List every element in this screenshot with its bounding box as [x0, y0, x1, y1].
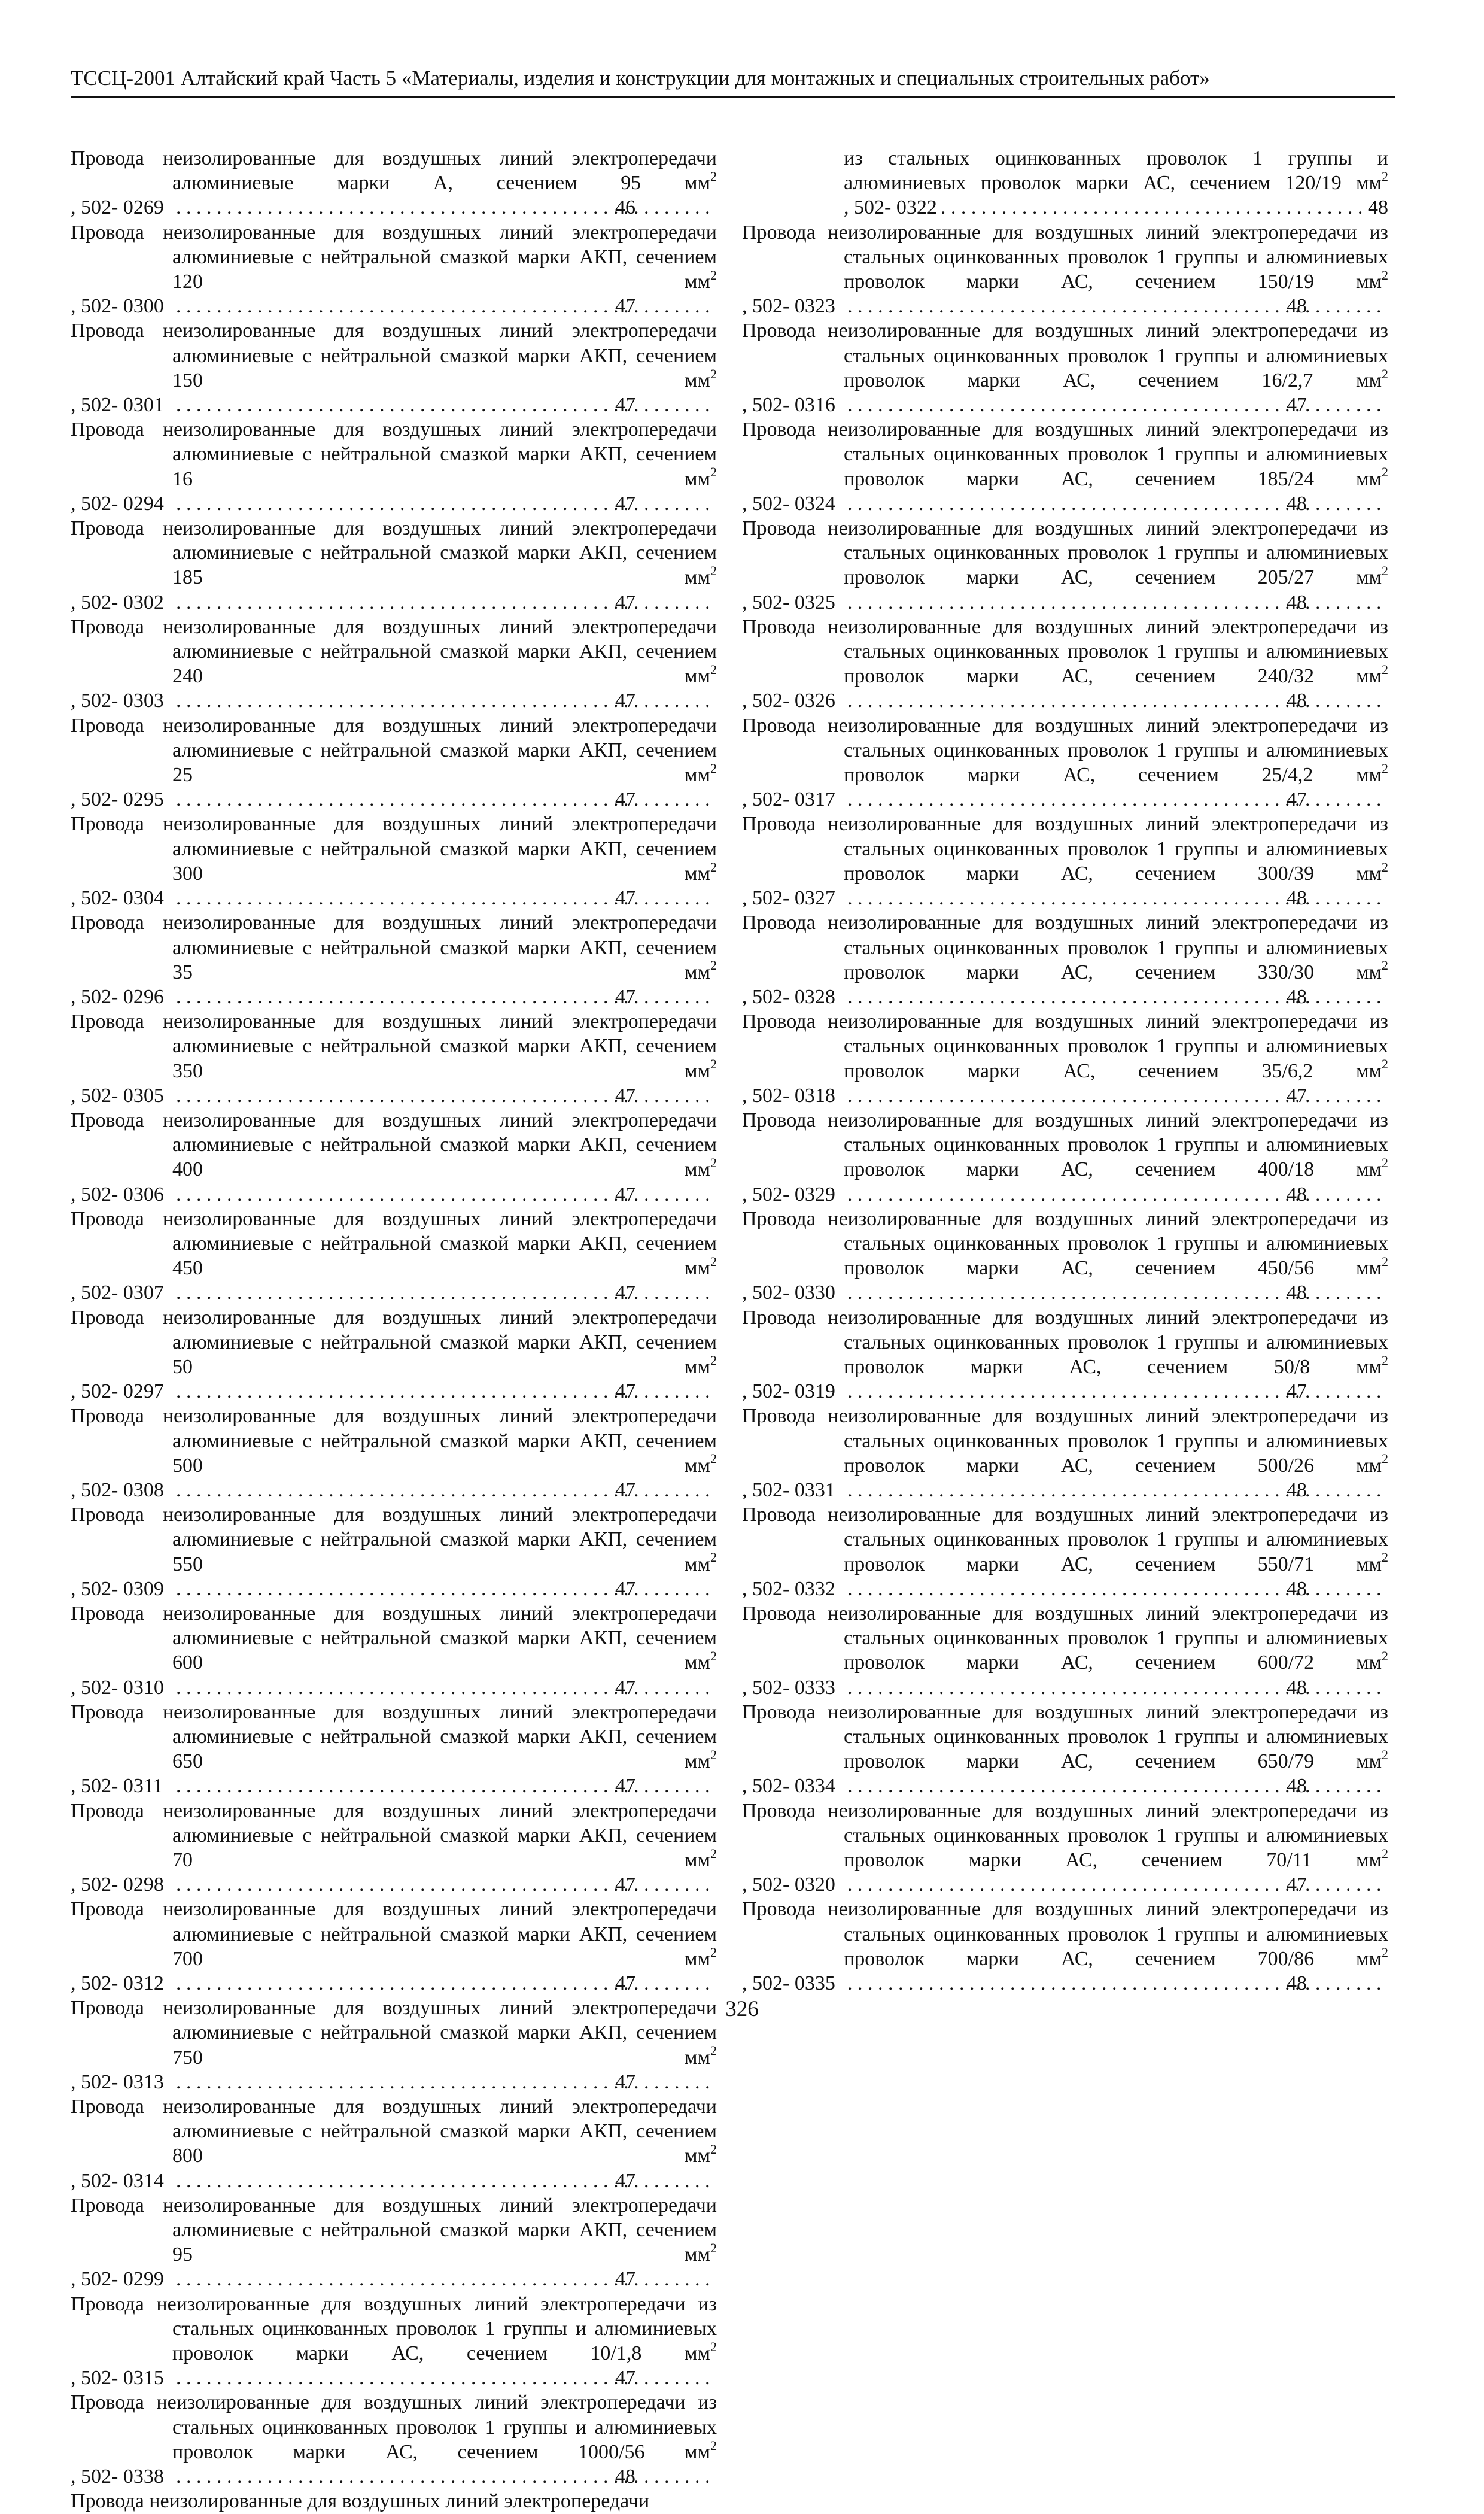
index-entry — [71, 1700, 717, 1799]
entry-text: Провода неизолированные для воздушных линий электропередачи алюминиевые с нейтральной смазкой марки АКП, сечением 350 мм — [71, 1010, 717, 1082]
index-entry — [742, 812, 1388, 910]
superscript: 2 — [710, 1747, 717, 1762]
leader-line: , 502- 0317 . . . 47 — [844, 787, 1388, 812]
leader-line: , 502- 0310 . . . 47 — [172, 1675, 717, 1700]
leader-line: , 502- 0300 . . . 47 — [172, 294, 717, 318]
index-entry — [71, 318, 717, 417]
leader-line: , 502- 0320 . . . 47 — [844, 1872, 1388, 1897]
index-entry — [742, 220, 1388, 319]
superscript: 2 — [1382, 366, 1388, 381]
leader-line: , 502- 0333 . . . 48 — [844, 1675, 1388, 1700]
leader-line: , 502- 0295 . . . 47 — [172, 787, 717, 812]
superscript: 2 — [710, 563, 717, 579]
index-entry — [71, 1897, 717, 1996]
entry-text: Провода неизолированные для воздушных линий электропередачи алюминиевые с нейтральной смазкой марки АКП, сечением 400 мм — [71, 1109, 717, 1181]
index-entry — [71, 2193, 717, 2292]
page-number: 326 — [725, 1997, 759, 2021]
superscript: 2 — [710, 2339, 717, 2354]
superscript: 2 — [1382, 1944, 1388, 1960]
entry-text: Провода неизолированные для воздушных линий электропередачи из стальных оцинкованных проволок 1 группы и алюминиевых проволок марки АС, сечением 650/79 мм — [742, 1701, 1388, 1773]
leader-line — [844, 195, 1388, 220]
index-entry — [742, 713, 1388, 812]
superscript: 2 — [1382, 1648, 1388, 1664]
leader-line: , 502- 0305 . . . 47 — [172, 1083, 717, 1108]
superscript: 2 — [710, 1451, 717, 1466]
index-entry — [71, 2094, 717, 2193]
superscript: 2 — [710, 2043, 717, 2058]
superscript: 2 — [710, 1648, 717, 1664]
leader-line: , 502- 0328 . . . 48 — [844, 985, 1388, 1009]
superscript: 2 — [710, 1155, 717, 1170]
leader-line: , 502- 0301 . . . 47 — [172, 393, 717, 417]
leader-line: , 502- 0334 . . . 48 — [844, 1774, 1388, 1798]
entry-text: Провода неизолированные для воздушных линий электропередачи алюминиевые с нейтральной смазкой марки АКП, сечением 150 мм — [71, 320, 717, 391]
index-entry — [742, 1799, 1388, 1897]
leader-line: , 502- 0306 . . . 47 — [172, 1182, 717, 1207]
entry-text: Провода неизолированные для воздушных линий электропередачи алюминиевые с нейтральной смазкой марки АКП, сечением 95 мм — [71, 2194, 717, 2266]
entry-text: Провода неизолированные для воздушных линий электропередачи алюминиевые марки А, сечением 95 мм — [71, 147, 717, 195]
index-entry — [71, 2390, 717, 2489]
superscript: 2 — [710, 1056, 717, 1072]
leader-line: , 502- 0316 . . . 47 — [844, 393, 1388, 417]
superscript: 2 — [710, 267, 717, 283]
leader-line: , 502- 0312 . . . 47 — [172, 1971, 717, 1996]
index-entry — [742, 318, 1388, 417]
entry-text: Провода неизолированные для воздушных линий электропередачи из стальных оцинкованных проволок 1 группы и алюминиевых проволок марки АС, сечением 500/26 мм — [742, 1405, 1388, 1477]
leader-line: , 502- 0296 . . . 47 — [172, 985, 717, 1009]
entry-text: Провода неизолированные для воздушных линий электропередачи алюминиевые с нейтральной смазкой марки АКП, сечением 16 мм — [71, 418, 717, 490]
index-entry — [742, 615, 1388, 713]
leader-line: , 502- 0319 . . . 47 — [844, 1379, 1388, 1404]
superscript: 2 — [1382, 464, 1388, 480]
leader-line: , 502- 0325 . . . 48 — [844, 590, 1388, 615]
entry-text: Провода неизолированные для воздушных линий электропередачи алюминиевые с нейтральной смазкой марки АКП, сечением 500 мм — [71, 1405, 717, 1477]
superscript: 2 — [1382, 661, 1388, 677]
superscript: 2 — [710, 1550, 717, 1565]
dot-leader — [176, 2267, 713, 2291]
entry-text: Провода неизолированные для воздушных линий электропередачи алюминиевые с нейтральной смазкой марки АКП, сечением 800 мм — [71, 2096, 717, 2167]
superscript: 2 — [1382, 1253, 1388, 1269]
entry-text: Провода неизолированные для воздушных линий электропередачи из стальных оцинкованных проволок 1 группы и алюминиевых проволок марки АС, сечением 700/86 мм — [742, 1898, 1388, 1970]
superscript: 2 — [1382, 958, 1388, 973]
leader-line: , 502- 0314 . . . 47 — [172, 2169, 717, 2193]
entry-text: Провода неизолированные для воздушных линий электропередачи алюминиевые с нейтральной смазкой марки АКП, сечением 50 мм — [71, 1306, 717, 1378]
superscript: 2 — [710, 2437, 717, 2453]
leader-line: , 502- 0307 . . . 47 — [172, 1280, 717, 1305]
entry-text: Провода неизолированные для воздушных линий электропередачи из стальных оцинкованных проволок 1 группы и алюминиевых проволок марки АС, сечением 150/19 мм — [742, 221, 1388, 293]
superscript: 2 — [710, 958, 717, 973]
entry-text: Провода неизолированные для воздушных линий электропередачи из стальных оцинкованных проволок 1 группы и алюминиевых проволок марки АС, сечением 185/24 мм — [742, 418, 1388, 490]
entry-text: Провода неизолированные для воздушных линий электропередачи алюминиевые с нейтральной смазкой марки АКП, сечением 120 мм — [71, 221, 717, 293]
index-entry — [742, 1897, 1388, 1996]
superscript: 2 — [710, 1944, 717, 1960]
leader-line: , 502- 0313 . . . 47 — [172, 2070, 717, 2094]
superscript: 2 — [1382, 859, 1388, 875]
index-column-left — [71, 146, 717, 2514]
superscript: 2 — [710, 2240, 717, 2255]
superscript: 2 — [1382, 1056, 1388, 1072]
superscript: 2 — [710, 1352, 717, 1368]
superscript: 2 — [1382, 1845, 1388, 1861]
entry-text: Провода неизолированные для воздушных линий электропередачи из стальных оцинкованных проволок 1 группы и алюминиевых проволок марки АС, сечением 25/4,2 мм — [742, 714, 1388, 787]
leader-line: , 502- 0323 . . . 48 — [844, 294, 1388, 318]
index-entry — [71, 615, 717, 713]
entry-text: Провода неизолированные для воздушных линий электропередачи алюминиевые с нейтральной смазкой марки АКП, сечением 240 мм — [71, 615, 717, 688]
leader-line: , 502- 0324 . . . 48 — [844, 491, 1388, 516]
superscript: 2 — [1382, 1550, 1388, 1565]
index-entry — [742, 1305, 1388, 1404]
superscript: 2 — [710, 168, 717, 184]
entry-text: Провода неизолированные для воздушных линий электропередачи из стальных оцинкованных проволок 1 группы и алюминиевых проволок марки АС, сечением 16/2,7 мм — [742, 320, 1388, 391]
entry-code: , 502- 0322 — [844, 196, 937, 219]
index-entry — [742, 146, 1388, 220]
index-entry — [742, 1601, 1388, 1700]
leader-line: , 502- 0302 . . . 47 — [172, 590, 717, 615]
superscript: 2 — [710, 661, 717, 677]
running-head: ТССЦ-2001 Алтайский край Часть 5 «Материалы, изделия и конструкции для монтажных и специальных строительных работ» — [71, 66, 1210, 90]
index-entry — [71, 417, 717, 516]
superscript: 2 — [710, 2142, 717, 2157]
entry-page-number: 48 — [1368, 196, 1388, 219]
index-entry — [742, 516, 1388, 615]
index-entry — [742, 1404, 1388, 1502]
entry-text: Провода неизолированные для воздушных линий электропередачи из стальных оцинкованных проволок 1 группы и алюминиевых проволок марки АС, сечением 70/11 мм — [742, 1799, 1388, 1872]
index-entry — [71, 1108, 717, 1207]
index-column-right — [742, 146, 1388, 1996]
entry-text: Провода неизолированные для воздушных линий электропередачи алюминиевые с нейтральной смазкой марки АКП, сечением 70 мм — [71, 1799, 717, 1872]
index-entry — [742, 910, 1388, 1009]
leader-line: , 502- 0327 . . . 48 — [844, 886, 1388, 910]
entry-text: Провода неизолированные для воздушных линий электропередачи — [71, 2490, 650, 2513]
leader-line: , 502- 0338 . . . 48 — [172, 2464, 717, 2489]
leader-line: , 502- 0304 . . . 47 — [172, 886, 717, 910]
leader-line: , 502- 0269 . . . 46 — [172, 195, 717, 220]
entry-text: Провода неизолированные для воздушных линий электропередачи из стальных оцинкованных проволок 1 группы и алюминиевых проволок марки АС, сечением 600/72 мм — [742, 1602, 1388, 1674]
leader-line: , 502- 0315 . . . 47 — [172, 2366, 717, 2390]
leader-line: , 502- 0308 . . . 47 — [172, 1478, 717, 1502]
superscript: 2 — [1382, 168, 1388, 184]
leader-line: , 502- 0332 . . . 48 — [844, 1577, 1388, 1601]
superscript: 2 — [1382, 760, 1388, 776]
header-rule — [71, 96, 1395, 98]
index-entry — [742, 1207, 1388, 1305]
leader-line: , 502- 0294 . . . 47 — [172, 491, 717, 516]
entry-text: Провода неизолированные для воздушных линий электропередачи алюминиевые с нейтральной смазкой марки АКП, сечением 450 мм — [71, 1207, 717, 1280]
index-entry — [71, 1404, 717, 1502]
superscript: 2 — [1382, 563, 1388, 579]
index-entry — [71, 1799, 717, 1897]
superscript: 2 — [710, 760, 717, 776]
entry-text: Провода неизолированные для воздушных линий электропередачи из стальных оцинкованных проволок 1 группы и алюминиевых проволок марки АС, сечением 550/71 мм — [742, 1504, 1388, 1575]
leader-line: , 502- 0297 . . . 47 — [172, 1379, 717, 1404]
index-entry — [71, 1305, 717, 1404]
index-entry — [71, 812, 717, 910]
leader-line: , 502- 0335 . . . 48 — [844, 1971, 1388, 1996]
dot-leader — [941, 195, 1364, 220]
entry-text: Провода неизолированные для воздушных линий электропередачи из стальных оцинкованных проволок 1 группы и алюминиевых проволок марки АС, сечением 50/8 мм — [742, 1306, 1388, 1378]
index-entry — [71, 516, 717, 615]
index-entry — [71, 1502, 717, 1601]
entry-text: Провода неизолированные для воздушных линий электропередачи из стальных оцинкованных проволок 1 группы и алюминиевых проволок марки АС, сечением 10/1,8 мм — [71, 2293, 717, 2365]
leader-line: , 502- 0298 . . . 47 — [172, 1872, 717, 1897]
superscript: 2 — [1382, 1747, 1388, 1762]
index-entry — [71, 220, 717, 319]
entry-text: Провода неизолированные для воздушных линий электропередачи из стальных оцинкованных проволок 1 группы и алюминиевых проволок марки АС, сечением 35/6,2 мм — [742, 1010, 1388, 1082]
superscript: 2 — [710, 366, 717, 381]
superscript: 2 — [710, 1253, 717, 1269]
entry-text: Провода неизолированные для воздушных линий электропередачи алюминиевые с нейтральной смазкой марки АКП, сечением 750 мм — [71, 1997, 717, 2069]
index-entry — [71, 1601, 717, 1700]
entry-text: Провода неизолированные для воздушных линий электропередачи из стальных оцинкованных проволок 1 группы и алюминиевых проволок марки АС, сечением 300/39 мм — [742, 813, 1388, 885]
index-entry — [742, 1700, 1388, 1799]
superscript: 2 — [1382, 1155, 1388, 1170]
superscript: 2 — [1382, 1451, 1388, 1466]
leader-line: , 502- 0326 . . . 48 — [844, 688, 1388, 713]
index-entry — [71, 1207, 717, 1305]
entry-text: Провода неизолированные для воздушных линий электропередачи алюминиевые с нейтральной смазкой марки АКП, сечением 25 мм — [71, 714, 717, 787]
entry-text: Провода неизолированные для воздушных линий электропередачи из стальных оцинкованных проволок 1 группы и алюминиевых проволок марки АС, сечением 450/56 мм — [742, 1207, 1388, 1280]
leader-line: , 502- 0331 . . . 48 — [844, 1478, 1388, 1502]
entry-text: Провода неизолированные для воздушных линий электропередачи алюминиевые с нейтральной смазкой марки АКП, сечением 35 мм — [71, 912, 717, 983]
leader-line: , 502- 0318 . . . 47 — [844, 1083, 1388, 1108]
leader-line: , 502- 0330 . . . 48 — [844, 1280, 1388, 1305]
leader-line: , 502- 0311 . . . 47 — [172, 1774, 717, 1798]
entry-text: из стальных оцинкованных проволок 1 группы и алюминиевых проволок марки АС, сечением 120/19 мм — [844, 147, 1388, 195]
index-entry — [71, 910, 717, 1009]
entry-text: Провода неизолированные для воздушных линий электропередачи алюминиевые с нейтральной смазкой марки АКП, сечением 185 мм — [71, 517, 717, 589]
superscript: 2 — [710, 859, 717, 875]
dot-leader — [176, 2464, 713, 2489]
entry-text: Провода неизолированные для воздушных линий электропередачи из стальных оцинкованных проволок 1 группы и алюминиевых проволок марки АС, сечением 205/27 мм — [742, 517, 1388, 589]
superscript: 2 — [1382, 267, 1388, 283]
superscript: 2 — [710, 1845, 717, 1861]
index-entry — [742, 417, 1388, 516]
leader-line: , 502- 0299 . . . 47 — [172, 2267, 717, 2291]
entry-text: Провода неизолированные для воздушных линий электропередачи алюминиевые с нейтральной смазкой марки АКП, сечением 300 мм — [71, 813, 717, 885]
index-entry — [71, 2292, 717, 2391]
index-entry — [742, 1009, 1388, 1108]
entry-text: Провода неизолированные для воздушных линий электропередачи из стальных оцинкованных проволок 1 группы и алюминиевых проволок марки АС, сечением 1000/56 мм — [71, 2391, 717, 2463]
entry-text: Провода неизолированные для воздушных линий электропередачи алюминиевые с нейтральной смазкой марки АКП, сечением 550 мм — [71, 1504, 717, 1575]
dot-leader — [176, 2169, 713, 2193]
entry-text: Провода неизолированные для воздушных линий электропередачи из стальных оцинкованных проволок 1 группы и алюминиевых проволок марки АС, сечением 330/30 мм — [742, 912, 1388, 983]
entry-text: Провода неизолированные для воздушных линий электропередачи из стальных оцинкованных проволок 1 группы и алюминиевых проволок марки АС, сечением 240/32 мм — [742, 615, 1388, 688]
superscript: 2 — [1382, 1352, 1388, 1368]
index-entry — [742, 1108, 1388, 1207]
index-entry — [71, 1009, 717, 1108]
entry-text: Провода неизолированные для воздушных линий электропередачи алюминиевые с нейтральной смазкой марки АКП, сечением 700 мм — [71, 1898, 717, 1970]
index-entry — [71, 713, 717, 812]
leader-line: , 502- 0329 . . . 48 — [844, 1182, 1388, 1207]
index-entry — [71, 2489, 717, 2513]
index-entry — [742, 1502, 1388, 1601]
entry-text: Провода неизолированные для воздушных линий электропередачи из стальных оцинкованных проволок 1 группы и алюминиевых проволок марки АС, сечением 400/18 мм — [742, 1109, 1388, 1181]
entry-text: Провода неизолированные для воздушных линий электропередачи алюминиевые с нейтральной смазкой марки АКП, сечением 650 мм — [71, 1701, 717, 1773]
entry-text: Провода неизолированные для воздушных линий электропередачи алюминиевые с нейтральной смазкой марки АКП, сечением 600 мм — [71, 1602, 717, 1674]
index-entry — [71, 146, 717, 220]
dot-leader — [176, 2366, 713, 2390]
leader-line: , 502- 0303 . . . 47 — [172, 688, 717, 713]
superscript: 2 — [710, 464, 717, 480]
leader-line: , 502- 0309 . . . 47 — [172, 1577, 717, 1601]
